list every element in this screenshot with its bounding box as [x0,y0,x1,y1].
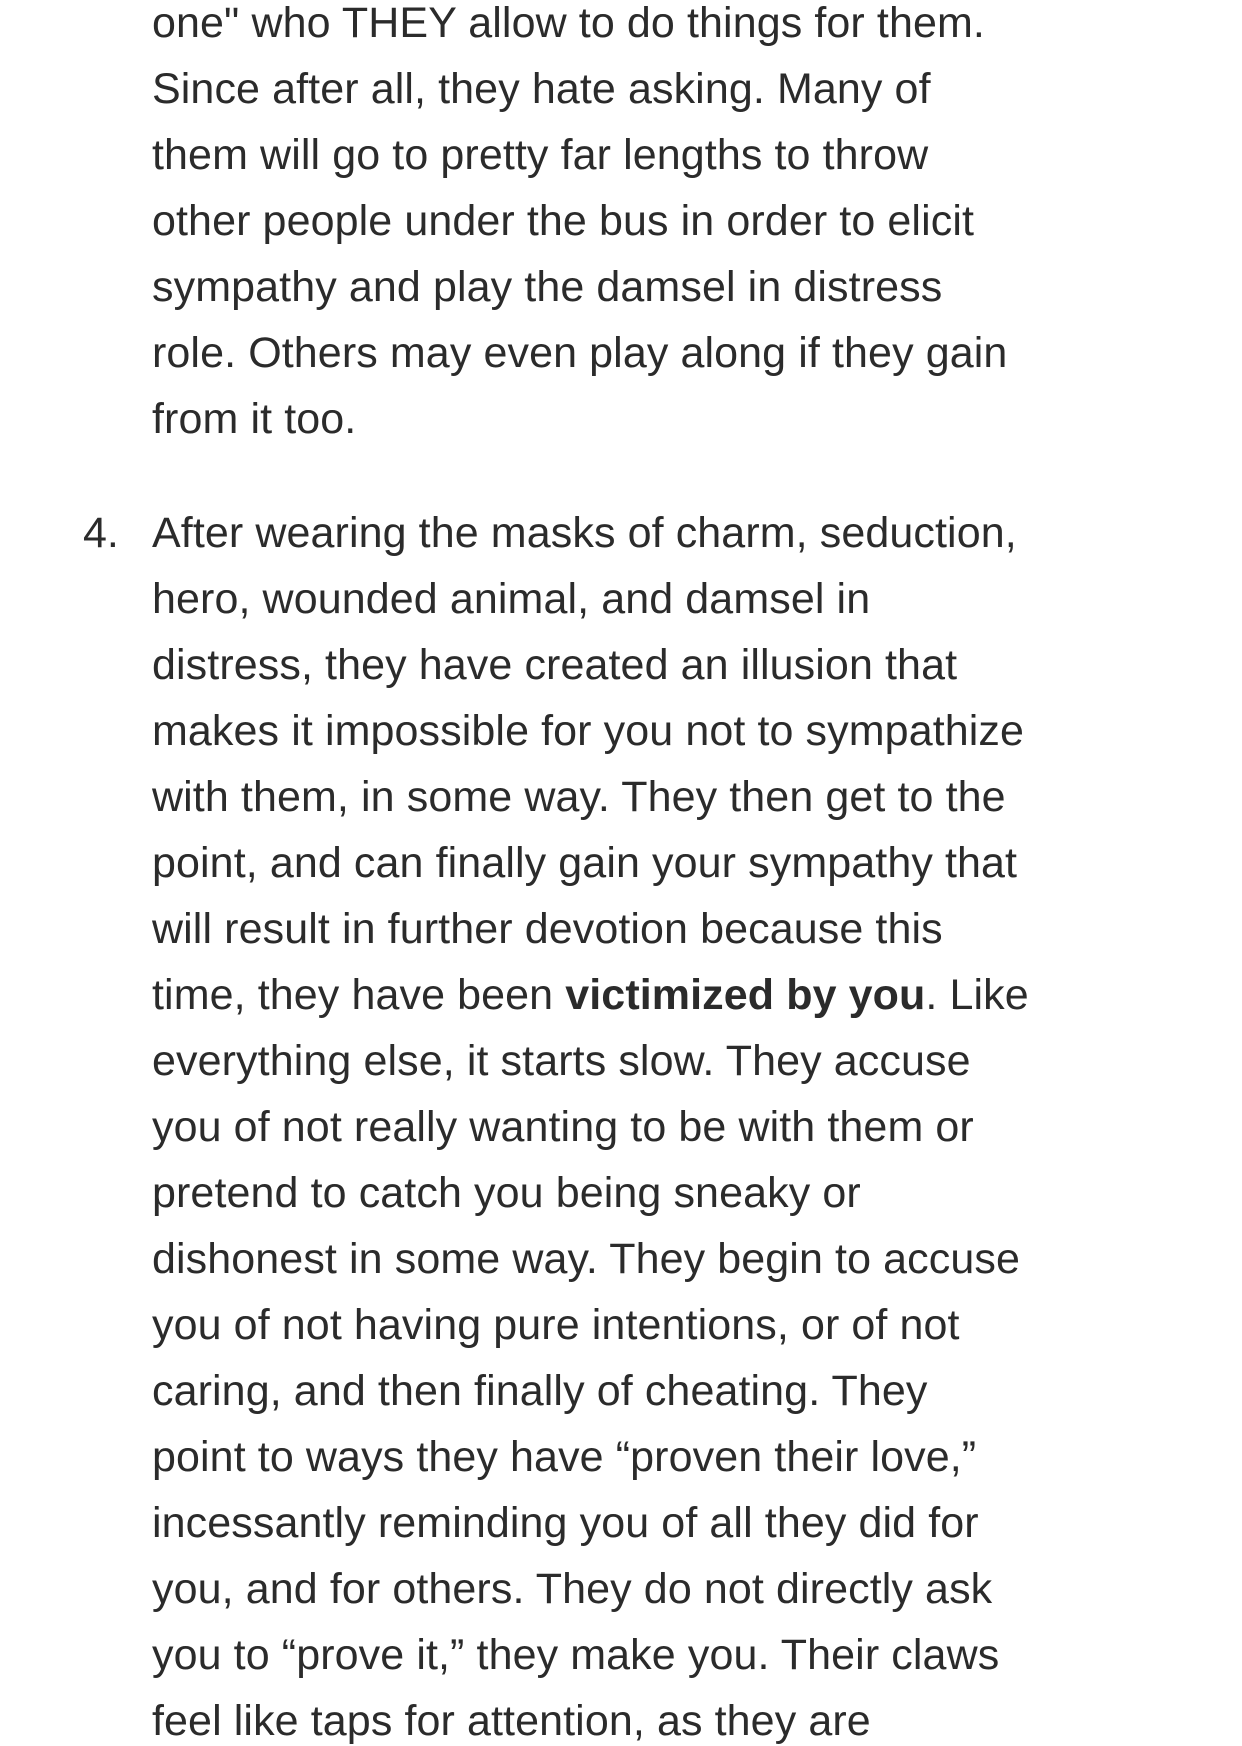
paragraph-line: role. Others may even play along if they gain [152,329,1008,377]
paragraph-line: feel like taps for attention, as they are [152,1697,871,1745]
text-span: . Like [925,971,1029,1019]
paragraph-line: point, and can finally gain your sympathy that [152,839,1018,887]
paragraph-line: sympathy and play the damsel in distress [152,263,943,311]
paragraph-line: them will go to pretty far lengths to throw [152,131,929,179]
paragraph-line: everything else, it starts slow. They accuse [152,1037,971,1085]
paragraph-line: Since after all, they hate asking. Many of [152,65,931,113]
bold-emphasis: victimized by you [565,971,926,1019]
paragraph-line: distress, they have created an illusion that [152,641,958,689]
paragraph-line-with-bold [152,962,1029,1028]
paragraph-line: with them, in some way. They then get to the [152,773,1006,821]
paragraph-line: from it too. [152,395,357,443]
text-span: time, they have been [152,971,566,1019]
paragraph-line: will result in further devotion because this [152,905,943,953]
paragraph-line: hero, wounded animal, and damsel in [152,575,871,623]
paragraph-line: point to ways they have “proven their love,” [152,1433,977,1481]
paragraph-line: makes it impossible for you not to sympathize [152,707,1025,755]
paragraph-line: dishonest in some way. They begin to accuse [152,1235,1020,1283]
paragraph-line: you to “prove it,” they make you. Their claws [152,1631,1000,1679]
paragraph-line: one" who THEY allow to do things for them. [152,0,985,47]
paragraph-line: incessantly reminding you of all they did for [152,1499,979,1547]
paragraph-line: After wearing the masks of charm, seduction, [152,509,1017,557]
list-number: 4. [83,509,119,557]
paragraph-line: other people under the bus in order to elicit [152,197,975,245]
paragraph-line: you of not having pure intentions, or of not [152,1301,960,1349]
paragraph-line: you of not really wanting to be with them or [152,1103,974,1151]
paragraph-line: pretend to catch you being sneaky or [152,1169,861,1217]
paragraph-line: caring, and then finally of cheating. They [152,1367,928,1415]
paragraph-line: you, and for others. They do not directly ask [152,1565,993,1613]
